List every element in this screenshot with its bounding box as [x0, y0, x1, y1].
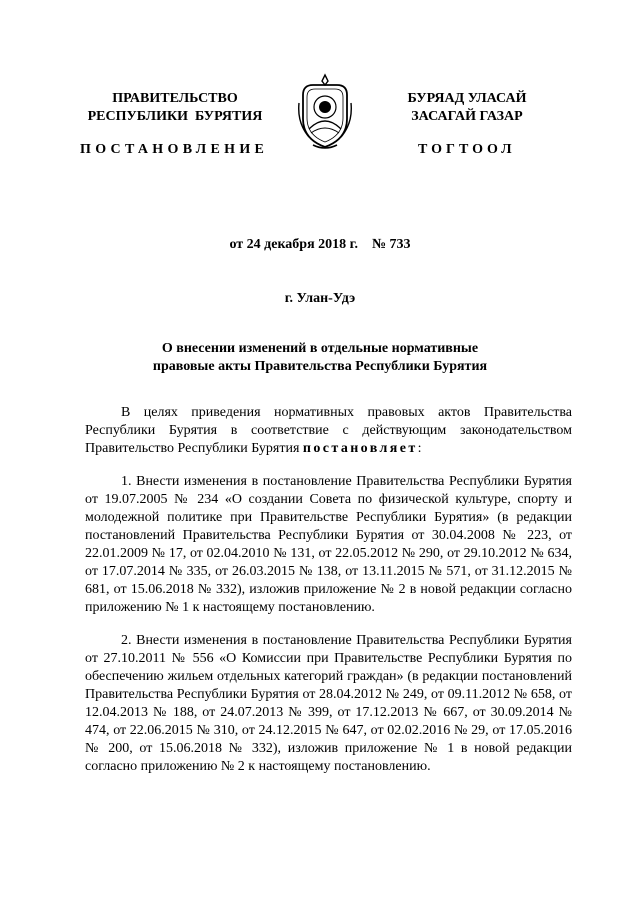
preamble-paragraph [85, 404, 572, 458]
issuer-bua-line2: ЗАСАГАЙ ГАЗАР [411, 109, 523, 124]
issuer-ru [70, 90, 280, 126]
issuer-ru-line1: ПРАВИТЕЛЬСТВО [112, 91, 238, 106]
preamble-action: постановляет [302, 441, 418, 456]
coat-of-arms-icon [295, 73, 355, 153]
item-1-paragraph: 1. Внести изменения в постановление Правительства Республики Бурятия от 19.07.2005 № 234 «О создании Совета по физической культуре, спорту и молодежной политике при Правительстве Республики Бурятия» (в редакции постановлений Правительства Республики Бурятия от 30.04.2008 № 223, от 22.01.2009 № 17, от 02.04.2010 № 131, от 22.05.2012 № 290, от 29.10.2012 № 634, от 17.07.2014 № 335, от 26.03.2015 № 138, от 13.11.2015 № 571, от 31.12.2015 № 681, от 15.06.2018 № 332), изложив приложение № 2 в новой редакции согласно приложению № 1 к настоящему постановлению. [85, 474, 572, 615]
preamble-text: В целях приведения нормативных правовых актов Правительства Республики Бурятия в соответствие с действующим законодательством Правительство Республики Бурятия [85, 405, 572, 456]
document-body [85, 404, 572, 791]
issuer-bua [372, 90, 562, 126]
issuer-bua-line1: БУРЯАД УЛАСАЙ [407, 91, 527, 106]
issuer-ru-line2: РЕСПУБЛИКИ БУРЯТИЯ [87, 109, 263, 124]
title-line1: О внесении изменений в отдельные нормативные [161, 341, 479, 356]
title-line2: правовые акты Правительства Республики Бурятия [152, 359, 488, 374]
date-and-number: от 24 декабря 2018 г. № 733 [229, 237, 411, 252]
item-2-paragraph: 2. Внести изменения в постановление Правительства Республики Бурятия от 27.10.2011 № 556 «О Комиссии при Правительстве Республики Бурятия по обеспечению жильем отдельных категорий граждан» (в редакции постановлений Правительства Республики Бурятия от 28.04.2012 № 249, от 09.11.2012 № 658, от 12.04.2013 № 188, от 24.07.2013 № 399, от 17.12.2013 № 667, от 30.09.2014 № 474, от 22.06.2015 № 310, от 24.12.2015 № 647, от 02.02.2016 № 29, от 17.05.2016 № 200, от 15.06.2018 № 332), изложив приложение № 1 в новой редакции согласно приложению № 2 к настоящему постановлению. [85, 633, 572, 774]
city: г. Улан-Удэ [284, 291, 356, 306]
document-title [0, 340, 640, 376]
doc-type-bua: ТОГТООЛ [418, 142, 516, 157]
preamble-end: : [417, 441, 422, 456]
doc-type-ru: ПОСТАНОВЛЕНИЕ [80, 142, 269, 157]
